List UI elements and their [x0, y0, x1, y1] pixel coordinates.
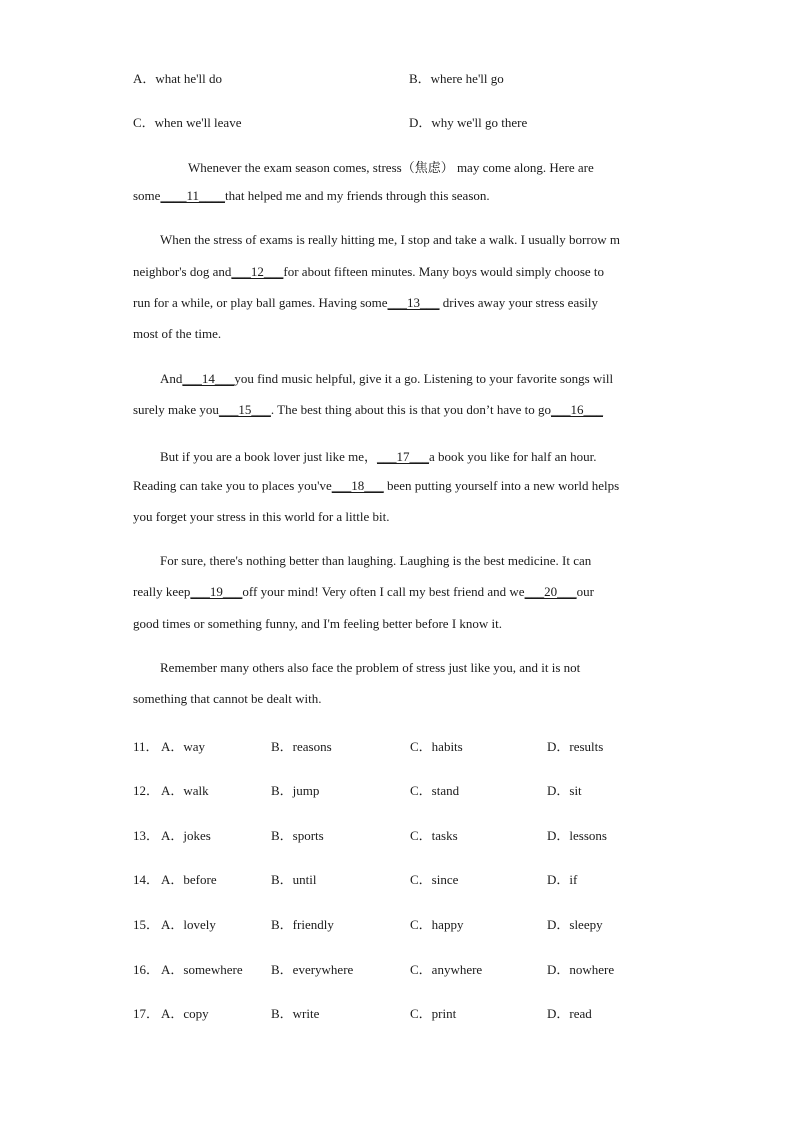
option-b: B．friendly — [271, 917, 334, 932]
option-a: A．jokes — [161, 828, 211, 843]
passage-line: neighbor's dog and___12___for about fifteen minutes. Many boys would simply choose to — [133, 264, 605, 279]
question-row-12 — [133, 780, 693, 798]
question-row-15 — [133, 914, 693, 932]
option-a: A．lovely — [161, 917, 216, 932]
option-d: D．if — [547, 872, 578, 887]
passage-line: When the stress of exams is really hitting me, I stop and take a walk. I usually borrow m — [160, 232, 620, 247]
passage-line: some____11____that helped me and my friends through this season. — [133, 188, 490, 203]
option-b: B．write — [271, 1006, 320, 1021]
blank-19: ___19___ — [190, 584, 243, 599]
option-a: A．way — [161, 739, 206, 754]
option-d: D．sleepy — [547, 917, 603, 932]
blank-20: ___20___ — [524, 584, 577, 599]
option-c: C．happy — [410, 917, 464, 932]
passage-line: most of the time. — [133, 326, 222, 341]
option-a: A．before — [161, 872, 217, 887]
blank-17: ___17___ — [376, 449, 429, 464]
blank-14: ___14___ — [182, 371, 235, 386]
passage-line: For sure, there's nothing better than laughing. Laughing is the best medicine. It can — [160, 553, 592, 568]
option-a: A．copy — [161, 1006, 209, 1021]
question-row-13 — [133, 825, 693, 843]
option-b: B．jump — [271, 783, 320, 798]
passage-line: Remember many others also face the problem of stress just like you, and it is not — [160, 660, 581, 675]
option-c: C．habits — [410, 739, 463, 754]
option-b: B．until — [271, 872, 317, 887]
option-b: B．sports — [271, 828, 324, 843]
blank-12: ___12___ — [231, 264, 284, 279]
prev-option-b: B．where he'll go — [409, 71, 504, 86]
blank-13: ___13___ — [387, 295, 440, 310]
passage-line: But if you are a book lover just like me，___17___a book you like for half an hour. — [160, 449, 597, 464]
passage-line: Reading can take you to places you've___18___ been putting yourself into a new world helps — [133, 478, 620, 493]
blank-15: ___15___ — [218, 402, 271, 417]
passage-line: good times or something funny, and I'm feeling better before I know it. — [133, 616, 503, 631]
option-d: D．results — [547, 739, 604, 754]
option-c: C．tasks — [410, 828, 458, 843]
option-d: D．read — [547, 1006, 592, 1021]
option-a: A．somewhere — [161, 962, 243, 977]
passage-line: run for a while, or play ball games. Having some___13___ drives away your stress easily — [133, 295, 599, 310]
passage-line: And___14___you find music helpful, give it a go. Listening to your favorite songs will — [160, 371, 614, 386]
passage-line: really keep___19___off your mind! Very often I call my best friend and we___20___our — [133, 584, 594, 599]
question-number: 13． — [133, 828, 160, 843]
passage-line: you forget your stress in this world for a little bit. — [133, 509, 390, 524]
question-number: 11． — [133, 739, 159, 754]
option-d: D．sit — [547, 783, 582, 798]
option-c: C．since — [410, 872, 459, 887]
blank-11: ____11____ — [160, 188, 225, 203]
question-number: 14． — [133, 872, 160, 887]
prev-option-a: A．what he'll do — [133, 71, 222, 86]
blank-16: ___16___ — [551, 402, 603, 417]
question-row-16 — [133, 959, 693, 977]
passage-line: something that cannot be dealt with. — [133, 691, 322, 706]
option-a: A．walk — [161, 783, 209, 798]
question-row-17 — [133, 1003, 693, 1021]
question-row-14 — [133, 869, 693, 887]
question-number: 17． — [133, 1006, 160, 1021]
option-c: C．anywhere — [410, 962, 483, 977]
question-number: 15． — [133, 917, 160, 932]
option-b: B．reasons — [271, 739, 332, 754]
option-c: C．stand — [410, 783, 460, 798]
option-d: D．lessons — [547, 828, 607, 843]
prev-option-d: D．why we'll go there — [409, 115, 528, 130]
passage-line: Whenever the exam season comes, stress（焦虑） may come along. Here are — [188, 160, 594, 175]
prev-option-c: C．when we'll leave — [133, 115, 242, 130]
question-number: 12． — [133, 783, 160, 798]
question-row-11 — [133, 736, 693, 754]
question-number: 16． — [133, 962, 160, 977]
option-d: D．nowhere — [547, 962, 615, 977]
passage-line: surely make you___15___. The best thing about this is that you don’t have to go___16___ — [133, 402, 603, 417]
option-c: C．print — [410, 1006, 457, 1021]
option-b: B．everywhere — [271, 962, 354, 977]
blank-18: ___18___ — [331, 478, 384, 493]
